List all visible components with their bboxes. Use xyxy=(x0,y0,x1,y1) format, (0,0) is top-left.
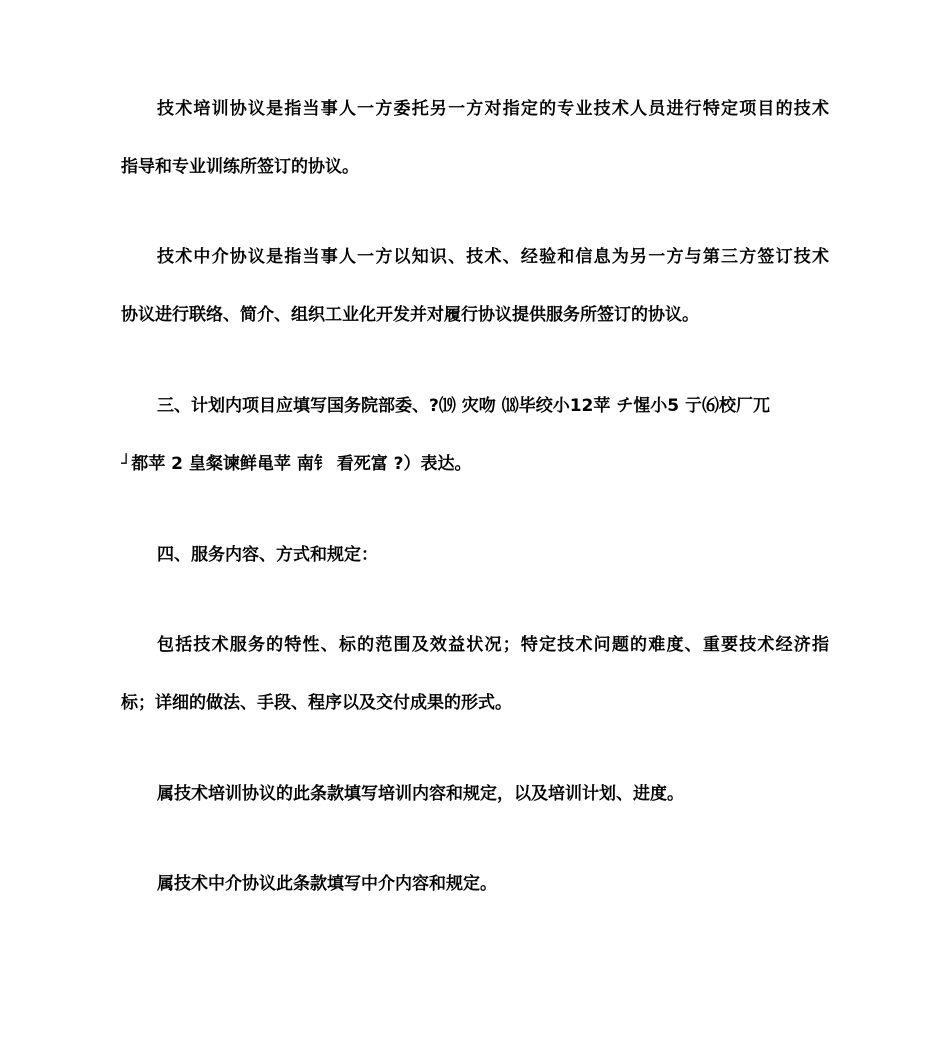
paragraph-1-line-1: 技术培训协议是指当事人一方委托另一方对指定的专业技术人员进行特定项目的技术 xyxy=(157,99,829,119)
paragraph-7-line-1: 属技术中介协议此条款填写中介内容和规定。 xyxy=(157,874,497,894)
paragraph-6-line-1: 属技术培训协议的此条款填写培训内容和规定，以及培训计划、进度。 xyxy=(157,784,684,804)
paragraph-1-line-2: 指导和专业训练所签订的协议。 xyxy=(121,157,359,177)
paragraph-5-line-1: 包括技术服务的特性、标的范围及效益状况；特定技术问题的难度、重要技术经济指 xyxy=(157,635,829,655)
paragraph-3-line-1: 三、计划内项目应填写国务院部委、?⒆ 灾吻 ⒅毕绞小12苹 チ惺小5 亍⑹校厂兀 xyxy=(157,396,771,416)
section-heading-4: 四、服务内容、方式和规定： xyxy=(157,545,378,565)
paragraph-5-line-2: 标；详细的做法、手段、程序以及交付成果的形式。 xyxy=(121,693,512,713)
paragraph-2-line-2: 协议进行联络、简介、组织工业化开发并对履行协议提供服务所签订的协议。 xyxy=(121,305,699,325)
paragraph-3-line-2: ┘都苹 2 皇粲谏鲜黾苹 南钅 看死富 ?）表达。 xyxy=(121,454,472,474)
paragraph-2-line-1: 技术中介协议是指当事人一方以知识、技术、经验和信息为另一方与第三方签订技术 xyxy=(157,247,829,267)
